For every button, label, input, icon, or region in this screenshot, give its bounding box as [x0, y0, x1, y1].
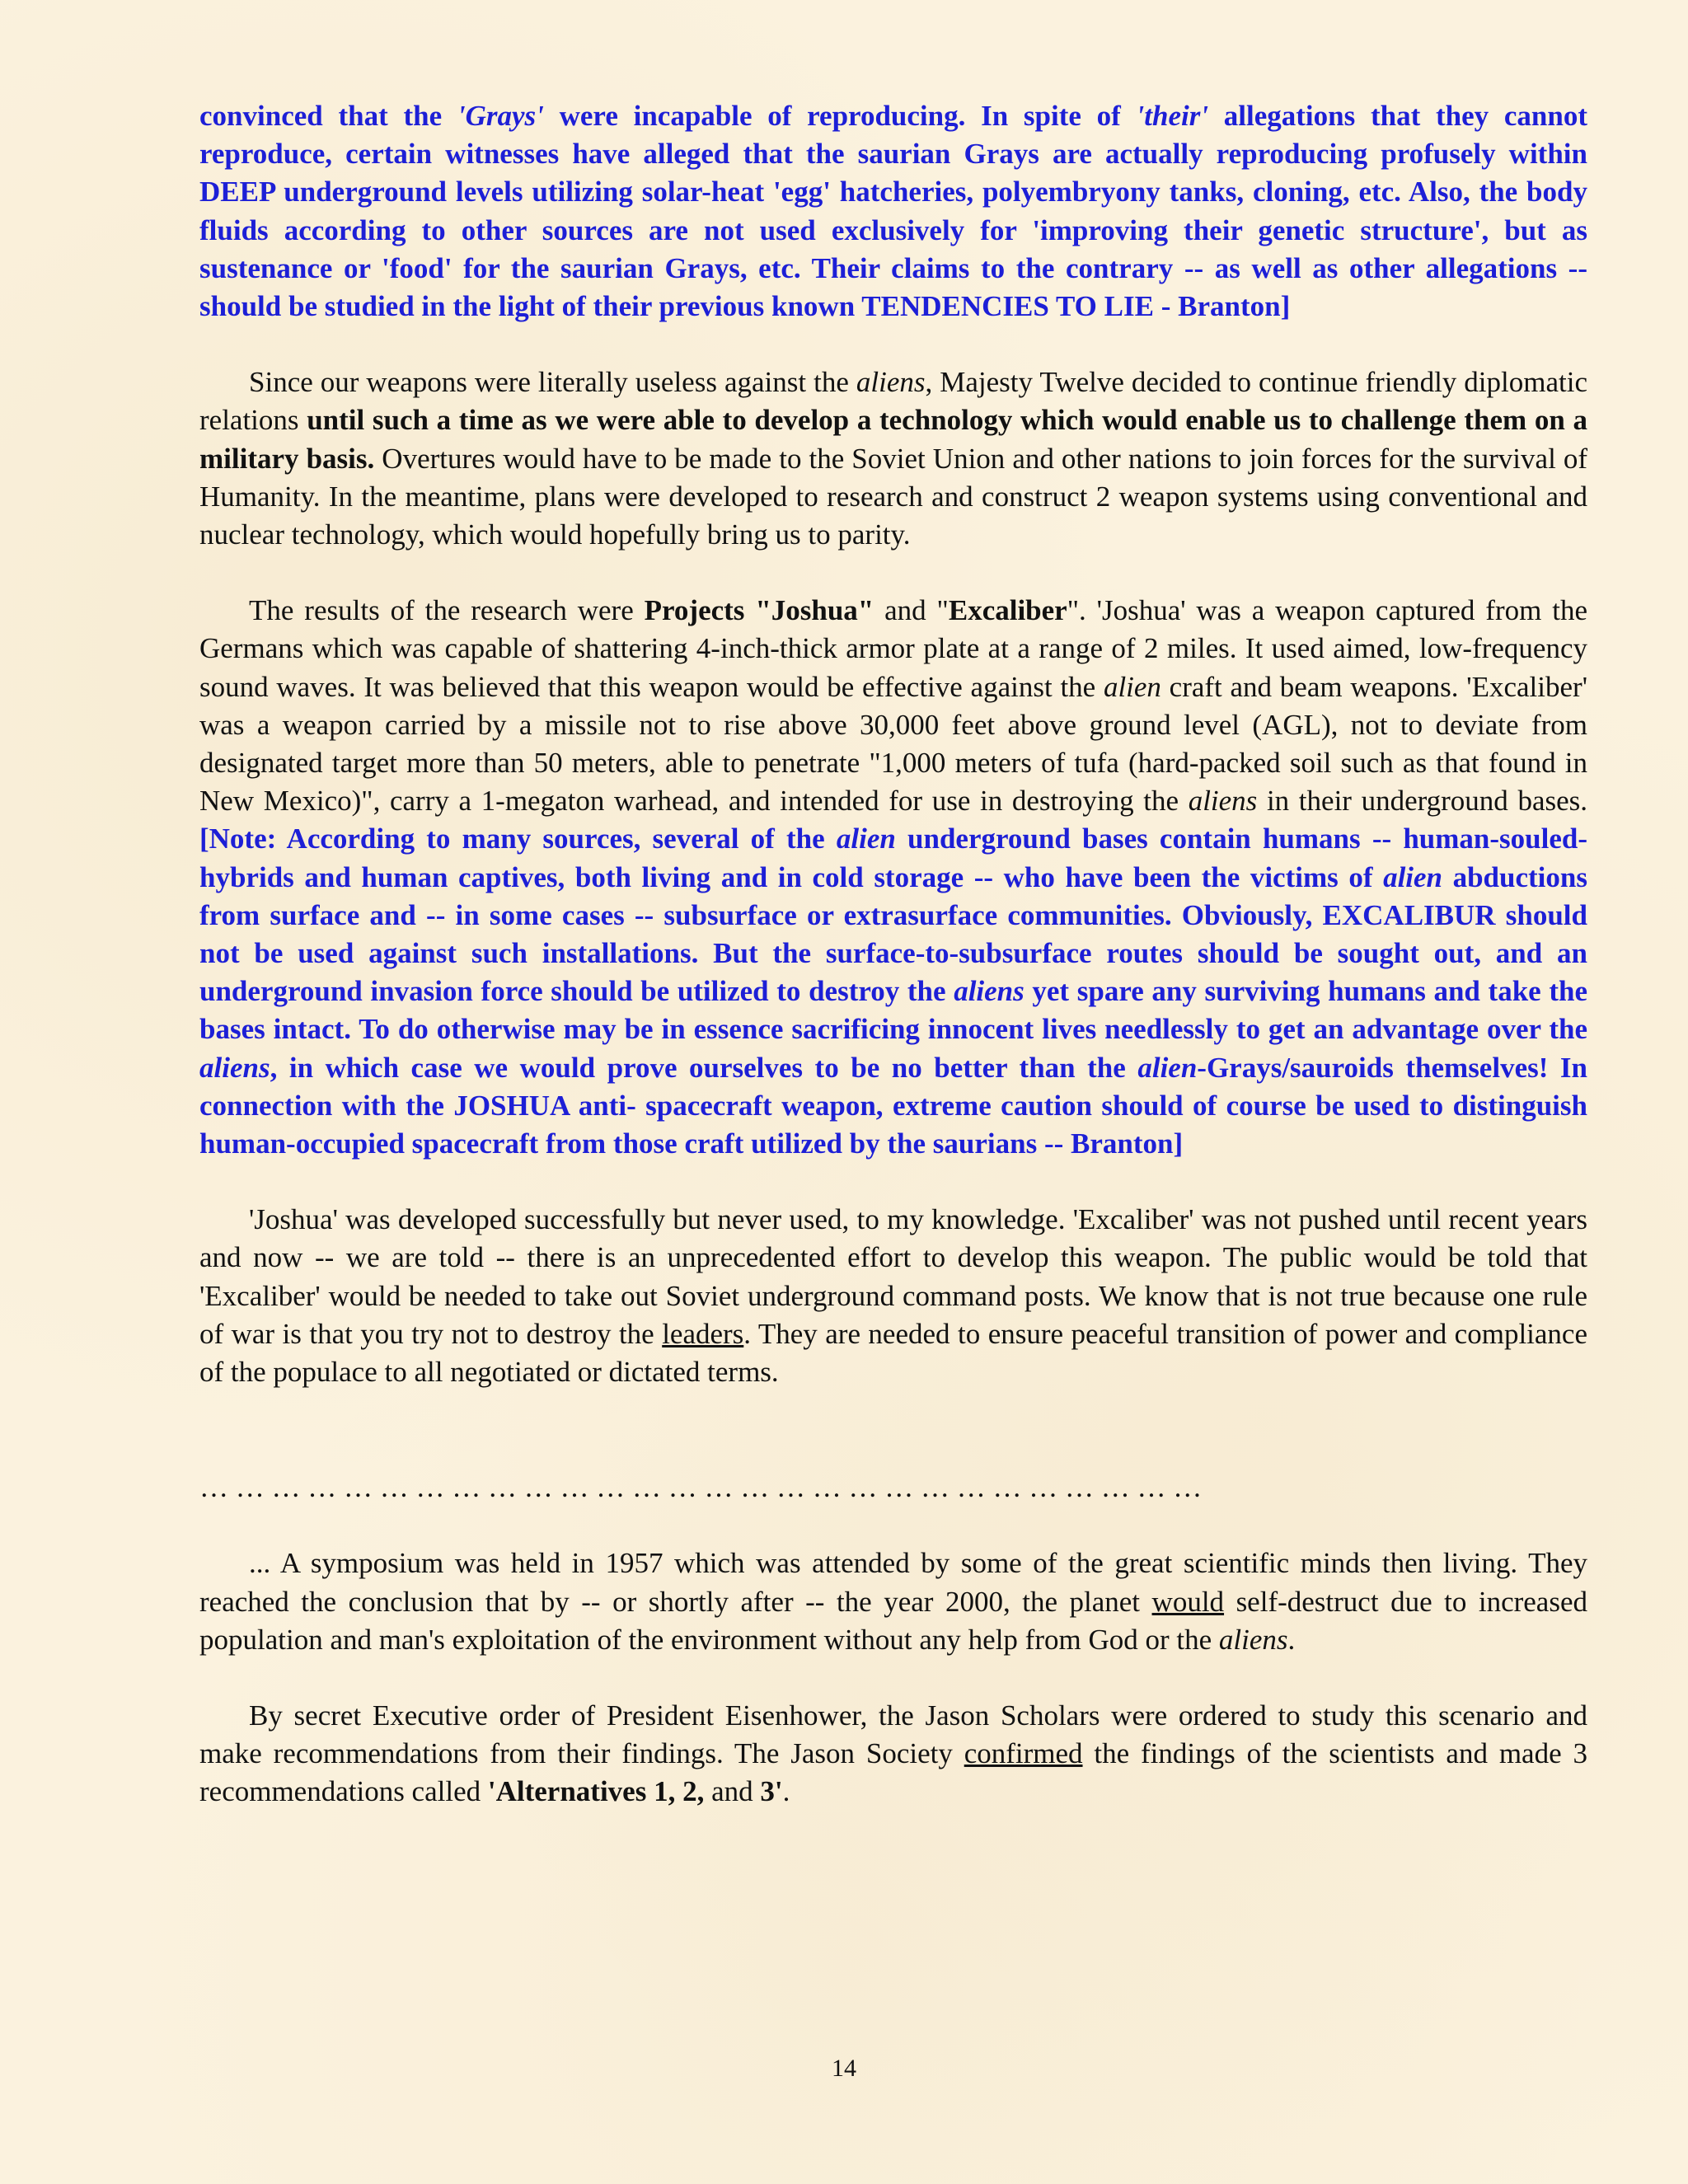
underlined-text-run: leaders: [662, 1317, 744, 1350]
bold-text-run: Projects "Joshua": [644, 594, 874, 627]
text-run: craft and beam weapons. 'Excaliber' was a weapon carried by a missile not to rise above 30,000 feet above ground level (AGL), not to deviate from designated target more than 50 meters, able to penetrate "1,000 meters of tufa (hard-packed soil such as that found in New Mexico)", carry a 1-megaton warhead, and intended for use in destroying the: [199, 670, 1587, 818]
editor-note-paragraph: [199, 97, 1587, 326]
text-run: allegations that they cannot reproduce, certain witnesses have alleged that the saurian Grays are actually reproducing profusely within DEEP underground levels utilizing solar-heat 'egg' hatcheries, polyembryony tanks, cloning, etc. Also, the body fluids according to other sources are not used exclusively for 'improving their genetic structure', but as sustenance or 'food' for the saurian Grays, etc. Their claims to the contrary -- as well as other allegations -- should be studied in the light of their previous known TENDENCIES TO LIE - Branton]: [199, 100, 1588, 323]
text-run: 'Joshua' was developed successfully but never used, to my knowledge. 'Excaliber' was not pushed until recent years and now -- we are told -- there is an unprecedented effort to develop this weapon. The public would be told that 'Excaliber' would be needed to take out Soviet underground command posts. We know that is not true because one rule of war is that you try not to destroy the: [199, 1203, 1587, 1350]
text-run: abductions from surface and -- in some cases -- subsurface or extrasurface communities. Obviously, EXCALIBUR should not be used against such installations. But the surface-to-subsurface routes should be sought out, and an underground invasion force should be utilized to destroy the: [199, 860, 1587, 1008]
text-run: the findings of the scientists and made 3 recommendations called: [199, 1737, 1587, 1808]
italic-text-run: alien: [1383, 860, 1443, 893]
text-run: . They are needed to ensure peaceful transition of power and compliance of the populace to all negotiated or dictated terms.: [199, 1317, 1587, 1389]
text-run: were incapable of reproducing. In spite of: [543, 100, 1137, 132]
text-run: , Majesty Twelve decided to continue friendly diplomatic relations: [199, 366, 1587, 437]
underlined-text-run: confirmed: [964, 1737, 1083, 1770]
italic-text-run: 'Grays': [457, 100, 544, 132]
italic-text-run: aliens: [1188, 785, 1258, 818]
italic-text-run: 'their': [1136, 100, 1209, 132]
text-run: , in which case we would prove ourselves to be no better than the: [270, 1051, 1138, 1084]
italic-text-run: aliens: [1218, 1623, 1288, 1656]
text-run: Since our weapons were literally useless against the: [249, 366, 856, 399]
text-run: Overtures would have to be made to the Soviet Union and other nations to join forces for the survival of Humanity. In the meantime, plans were developed to research and construct 2 weapon systems using conventional and nuclear technology, which would hopefully bring us to parity.: [199, 442, 1587, 551]
text-run: The results of the research were: [249, 594, 645, 627]
text-run: .: [1287, 1623, 1296, 1656]
body-paragraph: [199, 592, 1587, 1163]
text-run: underground bases contain humans -- human-souled-hybrids and human captives, both living and in cold storage -- who have been the victims of: [199, 823, 1587, 893]
text-run: [Note: According to many sources, several of the: [199, 823, 837, 855]
body-paragraph: [199, 1697, 1587, 1811]
italic-text-run: alien: [1103, 670, 1161, 703]
italic-text-run: aliens: [954, 975, 1025, 1008]
text-run: convinced that the: [199, 100, 457, 132]
text-run: in their underground bases.: [1257, 785, 1588, 818]
text-run: ". 'Joshua' was a weapon captured from the Germans which was capable of shattering 4-inch-thick armor plate at a range of 2 miles. It used aimed, low-frequency sound waves. It was believed that this weapon would be effective against the: [199, 594, 1587, 703]
text-run: self-destruct due to increased population and man's exploitation of the environment without any help from God or the: [199, 1585, 1587, 1656]
bold-text-run: Excaliber: [948, 594, 1067, 627]
section-separator: … … … … … … … … … … … … … … … … … … … … … … … … … … … …: [199, 1471, 1203, 1504]
page-number: 14: [832, 2055, 856, 2082]
document-page: [199, 97, 1587, 1811]
body-paragraph: [199, 363, 1587, 554]
italic-text-run: alien: [1137, 1051, 1198, 1084]
text-run: and: [704, 1775, 761, 1808]
text-run: -Grays/sauroids themselves! In connection with the JOSHUA anti- spacecraft weapon, extreme caution should of course be used to distinguish human-occupied spacecraft from those craft utilized by the saurians -- Branton]: [199, 1051, 1587, 1160]
italic-text-run: aliens: [199, 1051, 270, 1084]
italic-text-run: alien: [836, 823, 896, 855]
body-paragraph: [199, 1544, 1587, 1659]
italic-text-run: aliens: [856, 366, 926, 399]
bold-text-run: 3': [760, 1775, 783, 1808]
bold-text-run: until such a time as we were able to develop a technology which would enable us to challenge them on a military basis.: [199, 404, 1587, 475]
text-run: .: [782, 1775, 790, 1808]
bold-text-run: 'Alternatives 1, 2,: [487, 1775, 705, 1808]
underlined-text-run: would: [1151, 1585, 1225, 1618]
body-paragraph: [199, 1201, 1587, 1391]
text-run: By secret Executive order of President Eisenhower, the Jason Scholars were ordered to study this scenario and make recommendations from their findings. The Jason Society: [199, 1699, 1587, 1770]
text-run: ... A symposium was held in 1957 which was attended by some of the great scientific minds then living. They reached the conclusion that by -- or shortly after -- the year 2000, the planet: [199, 1547, 1587, 1618]
text-run: and ": [874, 594, 949, 627]
editor-note-inline: [199, 823, 1587, 1160]
text-run: yet spare any surviving humans and take the bases intact. To do otherwise may be in essence sacrificing innocent lives needlessly to get an advantage over the: [199, 975, 1587, 1046]
